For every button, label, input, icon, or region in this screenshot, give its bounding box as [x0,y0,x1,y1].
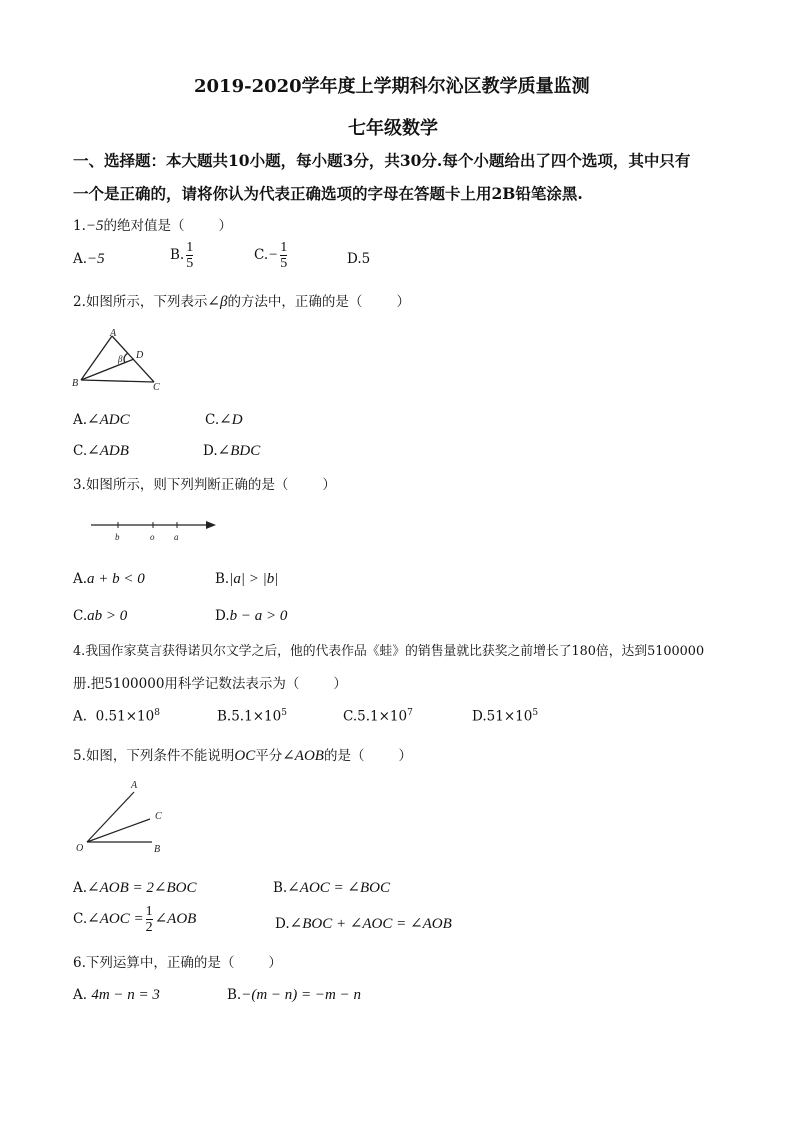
q5-close: ） [398,748,412,764]
q2-option-b-label: C. [205,412,220,428]
q2-text-post: 的方法中，正确的是（ [227,294,363,310]
q5-math-aob: ∠AOB [282,748,324,764]
q1-option-a-value: −5 [87,251,105,267]
q1-option-c[interactable] [254,240,289,271]
q1-option-b-den: 5 [186,256,194,271]
q2-label-c: C [153,382,160,390]
q5-option-d[interactable] [275,914,452,933]
q3-label-o: o [150,532,155,542]
q2-option-c-label: C. [73,443,88,459]
q4-option-a-value: 0.51×10 [95,708,155,725]
q5-option-d-value: ∠BOC + ∠AOC = ∠AOB [289,916,452,932]
q5-ray-oa [87,792,134,842]
q5-text-post: 的是（ [323,748,365,764]
q2-close: ） [396,294,410,310]
q6-close: ） [268,955,282,971]
q5-text-mid: 平分 [255,748,283,764]
exam-title: 2019-2020学年度上学期科尔沁区教学质量监测 [194,76,590,97]
q1-option-d-label: D. [347,251,362,267]
q4-option-a[interactable] [73,708,160,725]
q2-option-a[interactable] [73,410,130,429]
q4-text: 册.把5100000用科学记数法表示为（ [73,676,300,692]
q3-option-a[interactable] [73,571,145,588]
q6-option-a-value: 4m − n = 3 [91,987,160,1003]
q6-option-a-label: A. [73,987,88,1003]
q3-option-b-value: |a| > |b| [229,571,279,587]
section-instructions-line2: 一个是正确的，请将你认为代表正确选项的字母在答题卡上用2B铅笔涂黑. [73,184,583,203]
q2-text-pre: 2.如图所示，下列表示 [73,294,208,310]
q3-option-c[interactable] [73,608,127,625]
q2-label-d: D [136,350,144,361]
q4-stem-line1: 4.我国作家莫言获得诺贝尔文学之后，他的代表作品《蛙》的销售量就比获奖之前增长了180倍，达到5100000 [73,644,705,659]
q1-stem [73,214,232,235]
q6-option-b-label: B. [227,987,242,1003]
q1-text: 的绝对值是（ [103,218,185,234]
q5-stem [73,744,412,765]
q2-stem [73,290,410,311]
q6-text: 6.下列运算中，正确的是（ [73,955,235,971]
q1-option-b-num: 1 [186,240,194,255]
q4-option-c[interactable] [343,708,413,725]
q2-triangle-figure [70,328,170,390]
q1-option-b-label: B. [170,247,185,263]
q4-option-b-value: 5.1×10 [231,708,282,725]
q2-option-b[interactable] [205,410,243,429]
q2-option-d[interactable] [203,441,260,460]
q4-stem-line2 [73,672,347,692]
q2-math: ∠β [207,294,228,310]
q5-option-c[interactable] [73,904,196,935]
q5-option-c-pre: ∠AOC = [87,911,144,927]
q6-option-b-value: −(m − n) = −m − n [241,987,361,1003]
q4-option-a-label: A. [73,708,88,725]
q1-option-a[interactable] [73,251,105,268]
q3-option-c-label: C. [73,608,88,624]
q1-option-a-label: A. [73,251,88,267]
q5-option-b-label: B. [273,880,288,896]
q4-close: ） [333,676,347,692]
q5-ray-oc [87,819,150,842]
q1-option-c-fraction [280,240,287,271]
section-instructions-line1: 一、选择题：本大题共10小题，每小题3分，共30分.每个小题给出了四个选项，其中只有 [73,151,691,170]
q5-text-pre: 5.如图，下列条件不能说明 [73,748,235,764]
q2-option-c-value: ∠ADB [87,443,129,459]
q5-option-c-fraction [146,904,153,935]
q2-option-a-value: ∠ADC [87,412,130,428]
q3-option-b[interactable] [215,571,278,588]
q5-angle-figure [72,778,172,856]
q1-number: 1. [73,218,86,234]
q1-option-d-value: 5 [361,251,371,267]
q2-option-d-value: ∠BDC [217,443,261,459]
q2-option-b-value: ∠D [219,412,243,428]
q2-label-a: A [110,328,117,339]
q3-option-a-value: a + b < 0 [87,571,145,587]
q1-close: ） [218,218,233,234]
q5-option-c-num: 1 [145,904,153,919]
q5-label-b: B [154,844,161,855]
q5-option-c-den: 2 [145,920,153,935]
q3-option-d[interactable] [215,608,287,625]
q2-option-d-label: D. [203,443,218,459]
q1-option-b-fraction [186,240,193,271]
q2-option-a-label: A. [73,412,88,428]
q1-math: −5 [85,218,104,234]
q1-option-c-den: 5 [280,256,288,271]
q3-option-d-label: D. [215,608,230,624]
q5-option-b[interactable] [273,878,390,897]
q6-option-a[interactable] [73,987,160,1004]
q4-option-c-exp: 7 [407,708,413,718]
q6-stem [73,951,282,971]
q4-option-a-exp: 8 [154,708,160,718]
q4-option-c-value: 5.1×10 [357,708,408,725]
q4-option-b-label: B. [217,708,232,725]
q3-number-line-figure [88,518,218,544]
q5-option-c-post: ∠AOB [154,911,197,927]
q3-label-b: b [115,532,120,542]
q2-line-bc [81,380,154,382]
q5-option-d-label: D. [275,916,290,932]
q3-option-a-label: A. [73,571,88,587]
q3-arrow-icon [206,521,216,529]
q5-option-a-value: ∠AOB = 2∠BOC [87,880,197,896]
q1-option-c-label: C. [254,247,269,263]
q3-text: 3.如图所示，则下列判断正确的是（ [73,477,289,493]
q4-option-d-label: D. [472,708,487,725]
q5-option-a[interactable] [73,878,196,897]
q4-option-d-exp: 5 [532,708,539,718]
q4-option-b[interactable] [217,708,287,725]
q5-label-c: C [155,811,162,822]
q3-close: ） [322,477,336,493]
q2-label-b: B [72,378,79,389]
q1-option-c-sign: − [268,247,279,263]
q5-label-a: A [131,780,138,791]
q4-option-d-value: 51×10 [486,708,533,725]
q5-label-o: O [76,843,84,854]
q5-option-a-label: A. [73,880,88,896]
q3-option-c-value: ab > 0 [87,608,128,624]
exam-subtitle: 七年级数学 [348,118,438,139]
q2-option-c[interactable] [73,441,129,460]
q4-option-c-label: C. [343,708,358,725]
q3-label-a: a [174,532,179,542]
q5-option-b-value: ∠AOC = ∠BOC [287,880,390,896]
q2-label-beta: β [118,354,123,364]
q4-option-b-exp: 5 [281,708,287,718]
q3-option-b-label: B. [215,571,230,587]
q1-option-d[interactable] [347,251,370,267]
q6-option-b[interactable] [227,987,361,1004]
q5-math-oc: OC [234,748,256,764]
q3-stem [73,473,336,493]
q5-option-c-label: C. [73,911,88,927]
q4-option-d[interactable] [472,708,538,725]
q1-option-b[interactable] [170,240,195,271]
q1-option-c-num: 1 [280,240,288,255]
q3-option-d-value: b − a > 0 [229,608,288,624]
